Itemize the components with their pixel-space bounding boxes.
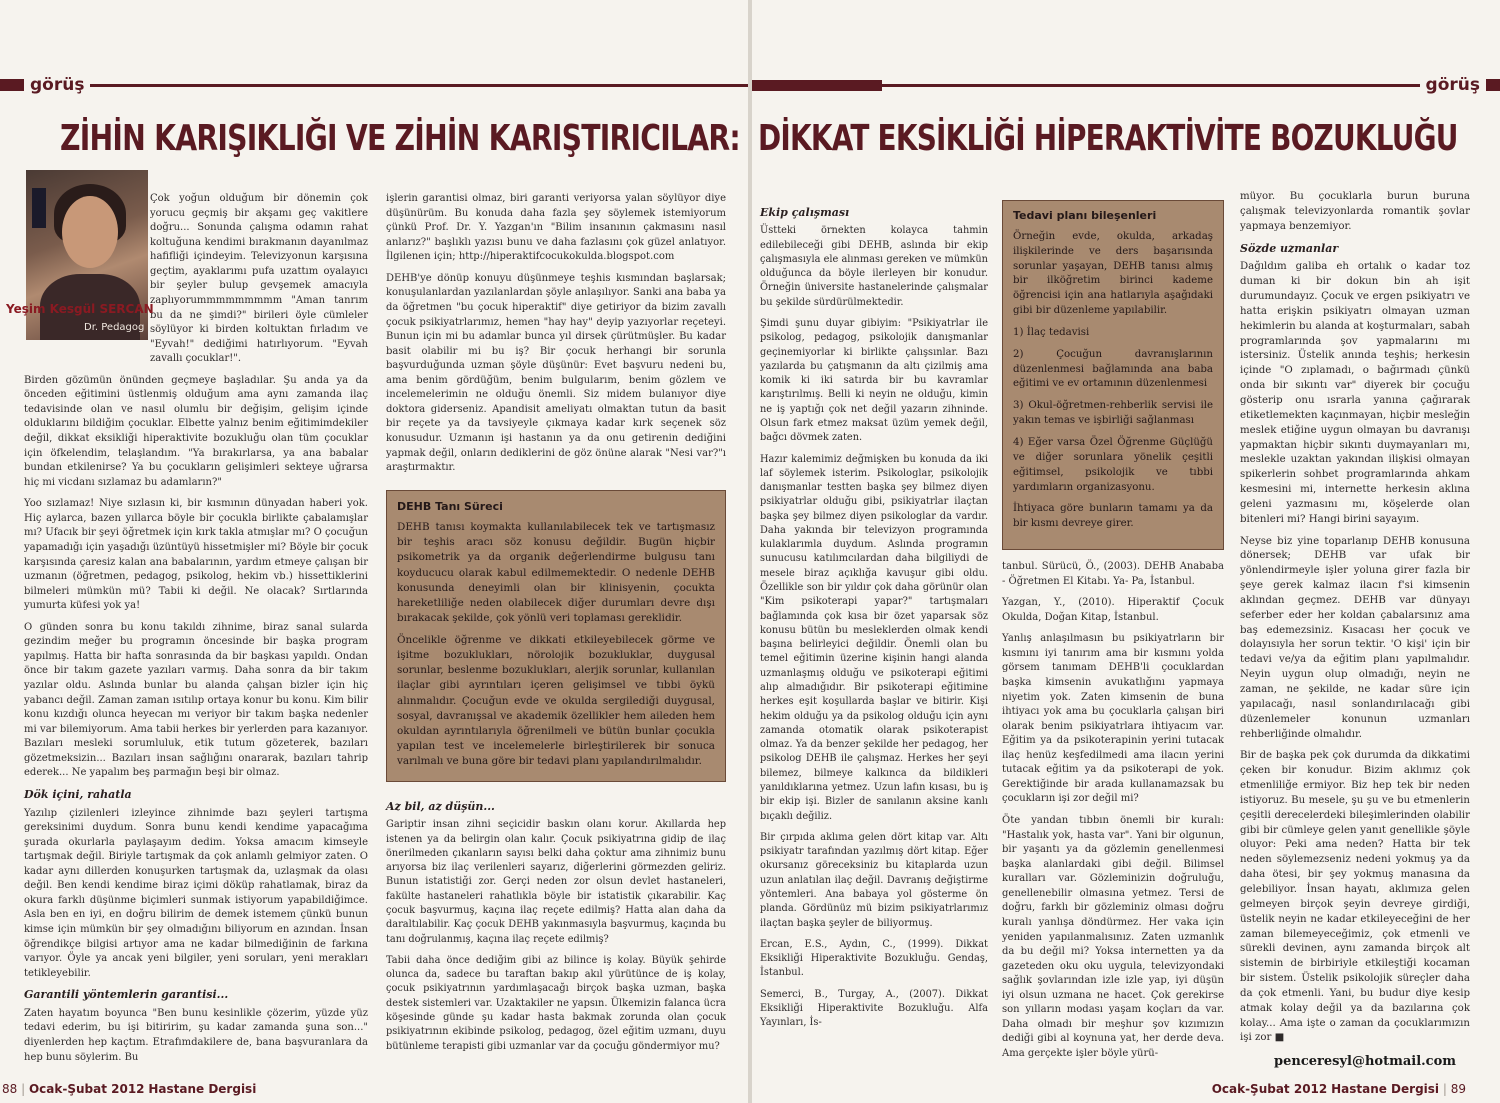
list-item: 4) Eğer varsa Özel Öğrenme Güçlüğü ve diğer sorunlara yönelik çeşitli eğitimsel, psikolojik ve tıbbi yardımların organizasyonu.	[1013, 436, 1213, 493]
page-number: 89	[1450, 1082, 1466, 1096]
header-block-mark	[1486, 79, 1500, 91]
right-page	[752, 0, 1500, 1103]
box-paragraph: DEHB tanısı koymakta kullanılabilecek tek ve tartışmasız bir teşhis aracı söz konusu değildir. Bugün hiçbir psikometrik ya da organik değerlendirme bulgusu tanı koyducucu olarak kabul edilmemektedir. O nedenle DEHB konusunda deneyimli olan bir klinisyenin, çocukta hareketliliğe neden olabilecek diğer durumları devre dışı bırakacak şekilde, çok yönlü veri toplaması gereklidir.	[397, 521, 715, 624]
subheading: Garantili yöntemlerin garantisi...	[24, 988, 229, 1002]
paragraph: O günden sonra bu konu takıldı zihnime, biraz sanal sularda gezindim meğer bu programın öncesinde bir başka program yapılmış. Hatta bir hafta sonrasında da bir başkası yapıldı. Ondan önce bir takım gazete yazıları varmış. Daha sonra da bir takım yazılar oldu. Aslında bunlar bu alanda çalışan bizler için hiç yabancı değil. Zaman zaman ısıtılıp ortaya konur bu konu. Kim bilir konu kızdığı olunca heyecan mı veriyor bir takım başka nedenler mi var bilemiyorum. Ama tabii herkes bir yerlerden para kazanıyor. Bazıları mesleki sorumluluk, etik tutum gözeterek, bazıları gözetmeksizin... Bazıları insan sağlığını onararak, bazıları tahrip ederek... Ne yapalım beş parmağın beşi bir olmaz.	[24, 621, 368, 779]
section-header-right	[752, 74, 1500, 96]
headline-left: ZİHİN KARIŞIKLIĞI VE ZİHİN KARIŞTIRICILAR:	[60, 118, 740, 159]
paragraph: Bir de başka pek çok durumda da dikkatimi çeken bir konudur. Bizim aklımız çok etmenliliğe ermiyor. Biz hep tek bir neden istiyoruz. Bu mesele, şu şu ve bu etmenlerin çeşitli derecelerdeki bileşimlerinden olabilir gibi bir cümleye gelen yanıt genellikle şöyle oluyor: Peki ama neden? Hatta bir tek neden söylemezseniz nedeni yokmuş ya da daha ötesi, bir şey yokmuş manasına da gelebiliyor. İnsan hayatı, aklımıza gelen gelmeyen birçok şeyin devreye girdiği, üstelik neyin ne kadar etkileyeceğini de her zaman bilemeyeceğimiz, çok etmenli ve sürekli devinen, aynı zamanda birçok alt sistemin de birbiriyle etkileştiği kocaman bir sistem. Üstelik psikolojik süreçler daha da çok etmenli. Yani, bu budur diye kesip atmak kolay değil ya da bazılarına çok kolay... Ama işte o zaman da çocuklarımızın işi zor ■	[1240, 750, 1470, 1044]
list-item: 3) Okul-öğretmen-rehberlik servisi ile yakın temas ve işbirliği sağlanması	[1013, 400, 1213, 427]
paragraph: Bir çırpıda aklıma gelen dört kitap var. Altı psikiyatr tarafından yazılmış dört kitap. Eğer okursanız göreceksiniz bu kitaplarda uzun uzun anlatılan ilaç değil. Davranış değiştirme yöntemleri. Ana babaya yol gösterme ön planda. Gördünüz mü bizim psikiyatrlarımız ilaçtan başka şeyler de biliyormuş.	[760, 831, 988, 929]
left-page	[0, 0, 748, 1103]
reference: tanbul. Sürücü, Ö., (2003). DEHB Anababa - Öğretmen El Kitabı. Ya- Pa, İstanbul.	[1002, 561, 1224, 587]
list-item: 2) Çocuğun davranışlarının düzenlenmesi bağlamında ana baba eğitimi ve ev ortamının düzenlenmesi	[1013, 348, 1213, 390]
header-rule	[882, 84, 1420, 87]
reference: Yazgan, Y., (2010). Hiperaktif Çocuk Okulda, Doğan Kitap, İstanbul.	[1002, 597, 1224, 623]
paragraph: işlerin garantisi olmaz, biri garanti veriyorsa yalan söylüyor diye düşünürüm. Bu konuda daha fazla şey söylemek istemiyorum çünkü Prof. Dr. Y. Yazgan'ın "Bilim insanının çakmasını nasıl anlarız?" başlıklı yazısı bunu ve daha fazlasını çok güzel anlatıyor. İlgilenen için; http://hiperaktifcocukokulda.blogspot.com	[386, 193, 726, 263]
paragraph: müyor. Bu çocuklarla burun buruna çalışmak televizyonlarda romantik şovlar yapmaya benzemiyor.	[1240, 191, 1470, 232]
paragraph: DEHB'ye dönüp konuyu düşünmeye teşhis kısmından başlarsak; konuşulanlardan yazılanlardan şöyle anlaşılıyor. Sanki ana baba ya da öğretmen "bu çocuk hiperaktif" diye getiriyor da bizim zavallı çocuk psikiyatrlarımız, hemen "hay hay" deyip yazıyorlar reçeteyi. Bunun için mi bu adamlar bunca yıl dirsek çürütmüşler. Bu kadar basit olabilir mi bu iş? Bir çocuk herhangi bir sorunla başvurduğunda uzman şöyle düşünür: Evet başvuru nedeni bu, ama benim gördüğüm, benim bulgularım, benim gözlem ve incelemelerimin ne olduğu önemli. Siz midem bulanıyor diye doktora giderseniz. Apandisit ameliyatı olmaktan tutun da basit bir reçete ya da tavsiyeyle çıkmaya kadar kırk seçenek söz konusudur. Uzmanın işi hastanın ya da onu getirenin dediğini yapmak değil, onların dediklerini de göz önüne alarak "Nesi var?"ı araştırmaktır.	[386, 272, 726, 474]
paragraph: Gariptir insan zihni seçicidir baskın olanı korur. Akıllarda hep istenen ya da belirgin olan kalır. Çocuk psikiyatrına gidip de ilaç önerilmeden çıkanların sayısı belki daha çoktur ama zihnimiz bunu arıyorsa biz ilaç verilenleri sayarız, diğerlerini görmezden geliriz. Bunun istatistiği zor. Gerçi neden zor olsun devlet hastaneleri, fakülte hastaneleri rahatlıkla böyle bir istatistik çıkarabilir. Kaç çocuk başvurmuş, kaçına ilaç reçete edilmiş? Hatta alan daha da daraltılabilir. Kaç çocuk DEHB yakınmasıyla başvurmuş, kaçında bu tanı doğrulanmış, kaçına ilaç reçete edilmiş?	[386, 819, 726, 945]
list-item: 1) İlaç tedavisi	[1013, 326, 1090, 338]
right-column-3	[1240, 190, 1470, 1050]
author-email[interactable]: penceresyl@hotmail.com	[1274, 1054, 1456, 1069]
paragraph: Şimdi şunu duyar gibiyim: "Psikiyatrlar ile psikolog, pedagog, psikolojik danışmanlar geçinemiyorlar ki birlikte çalışsınlar. Bazı yazılarda bu çatışmanın da altı çizilmiş ama komik ki iki satırda bir bu kavramlar karıştırılmış. Belli ki neyin ne olduğu, kimin ne iş yaptığı çok net değil yazarın zihninde. Olsun fark etmez maksat üzüm yemek değil, bağcı dövmek zaten.	[760, 317, 988, 444]
magazine-name: Hastane Dergisi	[148, 1082, 257, 1096]
box-paragraph: Örneğin evde, okulda, arkadaş ilişkilerinde ve ders başarısında sorunlar yaşayan, DEHB tanısı almış bir ilköğretim birinci kademe öğrencisi için ana hatlarıyla aşağıdaki gibi bir düzenleme yapılabilir.	[1013, 230, 1213, 317]
paragraph: Öte yandan tıbbın önemli bir kuralı: "Hastalık yok, hasta var". Yani bir olgunun, bir yaşantı ya da gözlemin genellenmesi başka alanlardaki gibi değil. Bilimsel kuralları var. Gözleminizin doğruluğu, genellenebilir olmasına yetmez. Tersi de doğru, farklı bir gözleminiz olması doğru kuralı yanlışa döndürmez. Her vaka için yeniden yapılanmalısınız. Zaten uzmanlık da bu değil mi? Yoksa internetten ya da gazeteden oku oku uygula, televizyondaki sağlık şovlarından izle izle yap, iyi düşün iyi olsun uzmana ne hacet. Çok gerekirse son yılların modası yaşam koçları da var. Daha olmadı bir meşhur şov kızımızın dediği gibi al koynuna yat, her derde deva. Ama gerçekte işler böyle yürü-	[1002, 815, 1224, 1059]
diagnosis-sidebar-box	[386, 490, 726, 782]
paragraph: Neyse biz yine toparlanıp DEHB konusuna dönersek; DEHB var ufak bir yönlendirmeyle işler yoluna girer fazla bir şeye gerek kalmaz ilacın f'si kimsenin aklından geçmez. DEHB var dünyayı seferber eder her koldan çabalarsınız ama baş edemezsiniz. Kısacası her çocuk ve dolayısıyla her sorun tektir. 'O kişi' için bir tedavi ve/ya da eğitim planı yapılmalıdır. Neyin uygun olup olmadığı, neyin ne zaman, ne şekilde, ne kadar süre için yapılacağı, nasıl sonlandırılacağı gibi düzenlemeler konunun uzmanları rehberliğinde olmalıdır.	[1240, 535, 1470, 740]
paragraph: Yazılıp çizilenleri izleyince zihnimde bazı şeyleri tartışma gereksinimi duydum. Sonra bunu kendi kendime yapacağıma şurada okurlarla paylaşayım dedim. Yoksa amacım kimseyle tartışmak değil. Biriyle tartışmak da çok anlamlı gelmiyor zaten. O kadar aynı dillerden konuşurken tartışmak da, uzlaşmak da olası değil. Ben kendi kendime biraz içimi döküp rahatlamak, biraz da okura farklı düşünme biçimleri sunmak istiyorum yapabildiğimce. Asla ben en iyi, en doğru bilirim de demek istemem çünkü bunun kimse için mümkün bir şey olmadığını biliyorum en azından. İnsan öğrendikçe bilgisi artıyor ama ne kadar bilmediğinin de farkına varıyor. Öyle ya ancak yeni bilgiler, yeni soruları, yeni merakları tetikleyebilir.	[24, 807, 368, 979]
box-title: DEHB Tanı Süreci	[397, 500, 503, 513]
issue-date: Ocak-Şubat 2012	[28, 1082, 145, 1096]
paragraph: Dağıldım galiba eh ortalık o kadar toz duman ki bir dokun bin ah işit durumundayız. Çocuk ve ergen psikiyatrı ve hatta erişkin psikiyatrı olmayan uzman hekimlerin bu alanda at koşturmaları, sabah programlarında şov yapmalarını mı istersiniz. Üstelik anında teşhis; herkesin içinde "O zıplamadı, o bağırmadı çünkü onda bir sıkıntı var" diyerek bir çocuğu gösterip onu ısrarla yanına çağırarak etiketlemekten kaçınmayan, hiçbir mesleğin meslek etiğine uygun olmayan bu davranışı yapmaktan hiçbir sıkıntı duymayanları mı, meslekle uzaktan yakından ilişkisi olmayan spikerlerin sohbet programlarında ahkam kesmesini mi, internette herkesin aklına geleni yazmasını mı, köşelerde olan bitenleri mi? Hangi birini sayayım.	[1240, 261, 1470, 525]
section-label: görüş	[30, 75, 85, 95]
section-label: görüş	[1425, 75, 1480, 95]
author-name: Yeşim Kesgül SERCAN	[6, 302, 154, 316]
author-role: Dr. Pedagog	[84, 322, 145, 333]
header-rule	[90, 84, 748, 87]
paragraph: Yanlış anlaşılmasın bu psikiyatrların bir kısmını iyi tanırım ama bir kısmını yolda görsem tanımam DEHB'li çocuklardan başka kimsenin avukatlığını yapmaya niyetim yok. Zaten kimsenin de buna ihtiyacı yok ama bu çocuklarla çalışan biri olarak benim psikiyatrlara ihtiyacım var. Eğitim ya da psikoterapinin yerini tutacak ilaç henüz keşfedilmedi ama ilacın yerini tutacak eğitim ya da psikoterapi de yok. Gerektiğinde bir arada kullanamazsak bu çocukların işi zor değil mi?	[1002, 633, 1224, 805]
header-bar	[752, 80, 882, 91]
paragraph: Birden gözümün önünden geçmeye başladılar. Şu anda ya da önceden eğitimini üstlenmiş olduğum ama aynı zamanda ilaç tedavisinde olan ve nasıl olumlu bir değişim, gelişim içinde olduklarını bildiğim çocuklar. Elbette yalnız benim eğitimimdekiler değil, dikkat eksikliği hiperaktivite bozukluğu olan tüm çocuklar için öfkelendim, telaşlandım. "Ya bırakırlarsa, ya ana babalar bundan etkilenirse? Ya bu çocukların gelişimleri sekteye uğrarsa hiç mi vicdanı sızlamaz bu adamların?"	[24, 374, 368, 488]
box-paragraph: İhtiyaca göre bunların tamamı ya da bir kısmı devreye girer.	[1013, 503, 1213, 530]
header-block-mark	[0, 79, 24, 91]
paragraph: Zaten hayatım boyunca "Ben bunu kesinlikle çözerim, yüzde yüz tedavi ederim, bu işi bitiririm, şu kadar zamanda şuna son..." diyenlerden hep kaçtım. Etrafımdakilere de, bana başvuranlara da hep bunu söylerim. Bu	[24, 1007, 368, 1063]
subheading: Ekip çalışması	[760, 206, 850, 219]
left-column-2-bottom	[386, 794, 726, 1074]
reference: Semerci, B., Turgay, A., (2007). Dikkat Eksikliği Hiperaktivite Bozukluğu. Alfa Yayınları, İs-	[760, 988, 988, 1029]
footer-right: Ocak-Şubat 2012 Hastane Dergisi | 89	[1211, 1082, 1466, 1096]
paragraph: Tabii daha önce dediğim gibi az bilince iş kolay. Büyük şehirde olunca da, sadece bu taraftan bakıp akıl yürütünce de iş kolay, çocuk psikiyatrının yardımlaşacağı birçok başka uzman, başka destek sistemleri var. Uzaktakiler ne yapsın. Ülkemizin falanca ücra köşesinde günde şu kadar hasta bakmak zorunda olan çocuk psikiyatrının ekibinde psikolog, pedagog, özel eğitim uzmanı, duyu bütünleme terapisti gibi uzmanlar var da çocuğu göndermiyor mu?	[386, 954, 726, 1052]
headline-right: DİKKAT EKSİKLİĞİ HİPERAKTİVİTE BOZUKLUĞU	[758, 118, 1458, 159]
magazine-name: Hastane Dergisi	[1331, 1082, 1440, 1096]
paragraph: Çok yoğun olduğum bir dönemin çok yorucu geçmiş bir akşamı geç vakitlere doğru... Sonunda çalışma odamın rahat koltuğuna kendimi bırakmanın dayanılmaz hafifliği içindeyim. Televizyonun karşısına geçtim, ayaklarımı pufa uzattım oyalayıcı bir şeyler bulup gevşemek amacıyla zaplıyorummmmmmmmm "Aman tanrım bu da ne şimdi?" birileri öyle cümleler söylüyor ki birden koltuktan fırladım ve "Eyvah!" dediğimi hatırlıyorum. "Eyvah zavallı çocuklar!".	[150, 193, 368, 365]
paragraph: Yoo sızlamaz! Niye sızlasın ki, bir kısmının dünyadan haberi yok. Hiç aylarca, bazen yıllarca böyle bir çocukla birlikte çabalamışlar mı? Ufacık bir şeyi öğretmek için kırk takla atmışlar mı? O çocuğun yapamadığı için yaşadığı üzüntüyü hissetmişler mi? Böyle bir çocuk karşısında çaresiz kalan ana babalarının, yardım etmeye çalışan bir uzmanın (öğretmen, pedagog, psikolog, hekim vb.) hissettiklerini bilmeleri mümkün mü? Tabii ki değil. Ne olacak? Sırtlarında yumurta küfesi yok ya!	[24, 498, 368, 612]
footer-left: 88 | Ocak-Şubat 2012 Hastane Dergisi	[2, 1082, 257, 1096]
box-paragraph: Öncelikle öğrenme ve dikkati etkileyebilecek görme ve işitme bozuklukları, nörolojik bozukluklar, duygusal sorunlar, beslenme bozuklukları, alerjik sorunlar, kullanılan ilaçlar gibi ayrıntıları içeren gelişimsel ve tıbbi öykü alınmalıdır. Çocuğun evde ve okulda sergilediği duygusal, sosyal, davranışsal ve akademik özellikler hem aileden hem okuldan ayrıntılarıyla öğrenilmeli ve bütün bunlar çocukla yapılan test ve incelemelerle birleştirilerek bir sonuca varılmalı ve buna göre bir tedavi planı yapılandırılmalıdır.	[397, 634, 715, 767]
left-column-2-top	[386, 192, 726, 487]
reference: Ercan, E.S., Aydın, C., (1999). Dikkat Eksikliği Hiperaktivite Bozukluğu. Gendaş, İstanbul.	[760, 938, 988, 979]
subheading: Sözde uzmanlar	[1240, 241, 1339, 255]
page-number: 88	[2, 1082, 18, 1096]
paragraph: Üstteki örnekten kolayca tahmin edilebileceği gibi DEHB, aslında bir ekip çalışmasıyla ele alınması gereken ve mümkün olduğunca da böyle ilerleyen bir konudur. Örneğin üniversite hastanelerinde çalışmalar bu şekilde sürdürülmektedir.	[760, 225, 988, 308]
treatment-sidebar-box	[1002, 200, 1224, 550]
paragraph: Hazır kalemimiz değmişken bu konuda da iki laf söylemek isterim. Psikologlar, psikolojik danışmanlar testten başka şey bilmez diyen psikiyatrlar olduğu gibi, psikiyatrlar ilaçtan başka şey bilmez diyen psikologlar da vardır. Daha yakında bir televizyon programında kulaklarımla duydum. Aslında programın sunucusu katılımcılardan daha bilgiliydi de mesele biraz açıklığa kavuşur gibi oldu. Özellikle son bir yıldır çok daha görünür olan "Kim psikoterapi yapar?" tartışmaları bağlamında çok kısa bir özet yaparsak söz konusu bütün bu mesleklerden olmak kendi başına belirleyici değildir. Önemli olan bu temel eğitimin üzerine kişinin hangi alanda uzmanlaşmış olduğu ve psikoterapi eğitimi alıp almadığıdır. Bir psikoterapi eğitimine herkes eşit koşullarda başlar ve bitirir. Kişi hekim olduğu ya da psikolog olduğu için aynı zamanda otomatik olarak psikoterapist olmaz. Ya da benzer şekilde her pedagog, her psikolog DEHB ile çalışmaz. Herkes her şeyi bilemez, bilmeye kalkınca da bildikleri yanıldıklarına yetmez. Uzun lafın kısası, bu iş bir ekip işi. Bizler de sanılanın aksine kanlı bıçaklı değiliz.	[760, 453, 988, 822]
box-title: Tedavi planı bileşenleri	[1013, 209, 1157, 222]
section-header-left	[0, 74, 748, 96]
right-column-1	[760, 200, 988, 1070]
issue-date: Ocak-Şubat 2012	[1211, 1082, 1328, 1096]
subheading: Az bil, az düşün...	[386, 800, 495, 813]
left-column-1	[24, 192, 368, 1072]
subheading: Dök içini, rahatla	[24, 787, 132, 801]
right-column-2	[1002, 560, 1224, 1072]
